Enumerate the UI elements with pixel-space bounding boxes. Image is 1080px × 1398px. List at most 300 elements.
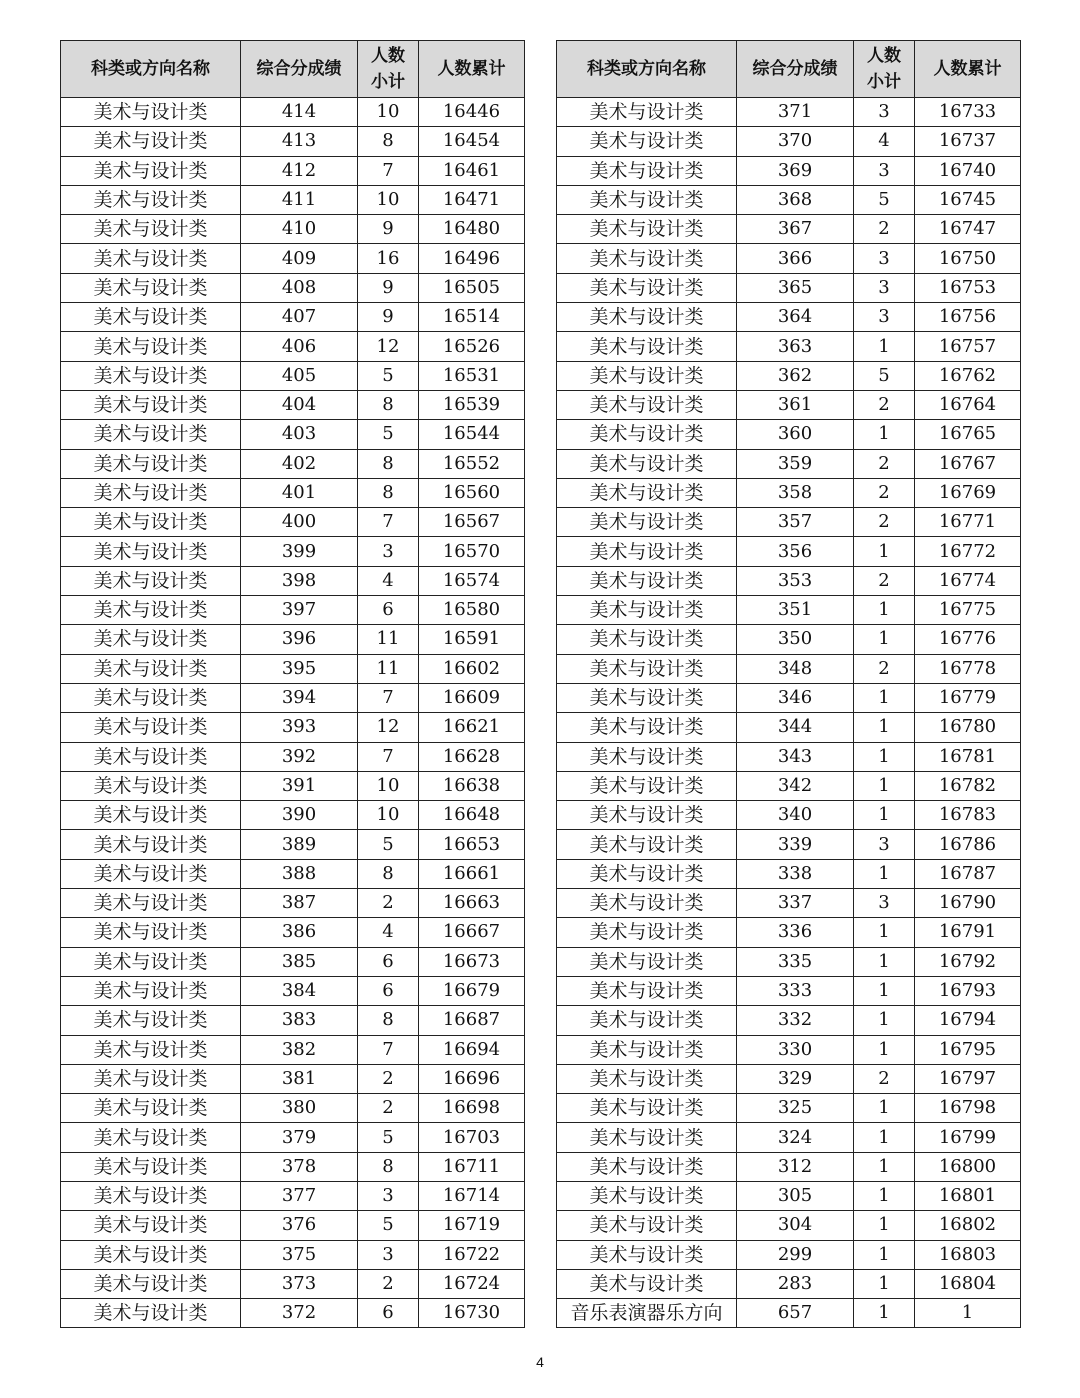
cell-subtotal: 2: [358, 1064, 419, 1093]
cell-subtotal: 1: [854, 1211, 915, 1240]
cell-score: 366: [737, 244, 854, 273]
cell-score: 409: [241, 244, 358, 273]
table-row: [61, 566, 525, 595]
cell-score: 402: [241, 449, 358, 478]
page-number: 4: [536, 1354, 544, 1370]
cell-name: 美术与设计类: [61, 449, 241, 478]
cell-name: 美术与设计类: [61, 1152, 241, 1181]
cell-subtotal: 1: [854, 742, 915, 771]
cell-score: 335: [737, 947, 854, 976]
cell-score: 412: [241, 156, 358, 185]
cell-cumulative: 16711: [419, 1152, 525, 1181]
cell-name: 美术与设计类: [61, 830, 241, 859]
cell-name: 音乐表演器乐方向: [557, 1299, 737, 1328]
cell-cumulative: 16446: [419, 98, 525, 127]
cell-score: 385: [241, 947, 358, 976]
cell-subtotal: 2: [854, 478, 915, 507]
table-row: [61, 332, 525, 361]
cell-name: 美术与设计类: [557, 742, 737, 771]
cell-subtotal: 4: [854, 127, 915, 156]
cell-subtotal: 1: [854, 947, 915, 976]
table-row: [557, 420, 1021, 449]
cell-score: 353: [737, 566, 854, 595]
cell-name: 美术与设计类: [61, 1299, 241, 1328]
table-row: [61, 273, 525, 302]
cell-name: 美术与设计类: [557, 683, 737, 712]
cell-name: 美术与设计类: [61, 713, 241, 742]
cell-cumulative: 16471: [419, 185, 525, 214]
cell-subtotal: 1: [854, 771, 915, 800]
header-subtotal: [358, 41, 419, 98]
table-row: [61, 1094, 525, 1123]
header-score: 综合分成绩: [241, 41, 358, 98]
cell-score: 401: [241, 478, 358, 507]
table-row: [557, 801, 1021, 830]
cell-name: 美术与设计类: [61, 596, 241, 625]
cell-subtotal: 4: [358, 566, 419, 595]
cell-name: 美术与设计类: [61, 859, 241, 888]
table-row: [557, 1240, 1021, 1269]
cell-cumulative: 16798: [915, 1094, 1021, 1123]
cell-name: 美术与设计类: [557, 1240, 737, 1269]
cell-cumulative: 16719: [419, 1211, 525, 1240]
score-table-left: [60, 40, 525, 1328]
cell-subtotal: 1: [854, 537, 915, 566]
table-row: [61, 683, 525, 712]
cell-subtotal: 1: [854, 1035, 915, 1064]
cell-cumulative: 16733: [915, 98, 1021, 127]
cell-name: 美术与设计类: [61, 742, 241, 771]
cell-subtotal: 3: [358, 1240, 419, 1269]
cell-cumulative: 16730: [419, 1299, 525, 1328]
cell-score: 360: [737, 420, 854, 449]
cell-name: 美术与设计类: [61, 1006, 241, 1035]
cell-subtotal: 16: [358, 244, 419, 273]
cell-name: 美术与设计类: [61, 1269, 241, 1298]
cell-cumulative: 16804: [915, 1269, 1021, 1298]
cell-subtotal: 1: [854, 1269, 915, 1298]
cell-name: 美术与设计类: [557, 478, 737, 507]
cell-cumulative: 16790: [915, 889, 1021, 918]
cell-subtotal: 1: [854, 596, 915, 625]
cell-score: 410: [241, 215, 358, 244]
cell-name: 美术与设计类: [61, 683, 241, 712]
cell-subtotal: 1: [854, 1240, 915, 1269]
cell-subtotal: 4: [358, 918, 419, 947]
cell-score: 342: [737, 771, 854, 800]
cell-score: 372: [241, 1299, 358, 1328]
cell-subtotal: 5: [358, 361, 419, 390]
table-row: [61, 976, 525, 1005]
table-row: [61, 654, 525, 683]
cell-cumulative: 16687: [419, 1006, 525, 1035]
cell-score: 373: [241, 1269, 358, 1298]
cell-name: 美术与设计类: [557, 537, 737, 566]
table-row: [557, 361, 1021, 390]
header-subtotal-line2: 小计: [371, 72, 405, 92]
cell-subtotal: 3: [358, 1181, 419, 1210]
cell-name: 美术与设计类: [557, 1123, 737, 1152]
table-row: [557, 332, 1021, 361]
cell-name: 美术与设计类: [61, 1123, 241, 1152]
header-subtotal: [854, 41, 915, 98]
cell-score: 348: [737, 654, 854, 683]
table-row: [61, 478, 525, 507]
table-row: [557, 478, 1021, 507]
cell-subtotal: 1: [854, 1181, 915, 1210]
table-row: [557, 859, 1021, 888]
cell-name: 美术与设计类: [557, 1181, 737, 1210]
cell-cumulative: 16802: [915, 1211, 1021, 1240]
cell-cumulative: 16679: [419, 976, 525, 1005]
table-body-left: [61, 98, 525, 1328]
cell-score: 398: [241, 566, 358, 595]
table-row: [61, 1123, 525, 1152]
header-name: 科类或方向名称: [557, 41, 737, 98]
cell-cumulative: 16514: [419, 303, 525, 332]
cell-cumulative: 16795: [915, 1035, 1021, 1064]
cell-name: 美术与设计类: [557, 361, 737, 390]
cell-score: 399: [241, 537, 358, 566]
cell-subtotal: 1: [854, 976, 915, 1005]
cell-subtotal: 2: [854, 566, 915, 595]
cell-name: 美术与设计类: [61, 654, 241, 683]
cell-subtotal: 11: [358, 625, 419, 654]
cell-cumulative: 16696: [419, 1064, 525, 1093]
cell-score: 325: [737, 1094, 854, 1123]
table-row: [61, 537, 525, 566]
cell-name: 美术与设计类: [557, 156, 737, 185]
cell-subtotal: 5: [358, 1211, 419, 1240]
table-row: [61, 508, 525, 537]
cell-subtotal: 8: [358, 390, 419, 419]
cell-score: 364: [737, 303, 854, 332]
cell-cumulative: 16776: [915, 625, 1021, 654]
cell-cumulative: 16780: [915, 713, 1021, 742]
table-row: [61, 98, 525, 127]
cell-cumulative: 16698: [419, 1094, 525, 1123]
cell-cumulative: 16765: [915, 420, 1021, 449]
table-row: [557, 918, 1021, 947]
cell-score: 333: [737, 976, 854, 1005]
table-row: [61, 1035, 525, 1064]
cell-cumulative: 16480: [419, 215, 525, 244]
cell-cumulative: 16799: [915, 1123, 1021, 1152]
cell-subtotal: 11: [358, 654, 419, 683]
cell-subtotal: 3: [854, 244, 915, 273]
cell-name: 美术与设计类: [557, 127, 737, 156]
cell-score: 359: [737, 449, 854, 478]
cell-cumulative: 16667: [419, 918, 525, 947]
cell-subtotal: 1: [854, 801, 915, 830]
table-row: [61, 889, 525, 918]
cell-name: 美术与设计类: [61, 976, 241, 1005]
cell-score: 382: [241, 1035, 358, 1064]
cell-subtotal: 8: [358, 478, 419, 507]
cell-cumulative: 16782: [915, 771, 1021, 800]
cell-name: 美术与设计类: [61, 625, 241, 654]
table-row: [61, 449, 525, 478]
table-row: [557, 947, 1021, 976]
cell-name: 美术与设计类: [557, 1064, 737, 1093]
cell-name: 美术与设计类: [557, 1152, 737, 1181]
cell-name: 美术与设计类: [557, 244, 737, 273]
cell-subtotal: 7: [358, 508, 419, 537]
cell-cumulative: 16787: [915, 859, 1021, 888]
cell-cumulative: 16531: [419, 361, 525, 390]
cell-cumulative: 16526: [419, 332, 525, 361]
cell-cumulative: 16724: [419, 1269, 525, 1298]
cell-subtotal: 2: [854, 654, 915, 683]
cell-score: 350: [737, 625, 854, 654]
cell-name: 美术与设计类: [557, 654, 737, 683]
cell-cumulative: 16722: [419, 1240, 525, 1269]
cell-subtotal: 1: [854, 625, 915, 654]
cell-subtotal: 7: [358, 742, 419, 771]
cell-subtotal: 2: [854, 1064, 915, 1093]
cell-score: 369: [737, 156, 854, 185]
cell-subtotal: 1: [854, 1006, 915, 1035]
cell-score: 332: [737, 1006, 854, 1035]
cell-score: 379: [241, 1123, 358, 1152]
table-row: [61, 1152, 525, 1181]
cell-name: 美术与设计类: [61, 273, 241, 302]
cell-subtotal: 5: [358, 830, 419, 859]
table-row: [61, 1240, 525, 1269]
header-score: 综合分成绩: [737, 41, 854, 98]
table-row: [557, 771, 1021, 800]
cell-subtotal: 8: [358, 449, 419, 478]
table-row: [557, 713, 1021, 742]
cell-cumulative: 16661: [419, 859, 525, 888]
cell-subtotal: 6: [358, 976, 419, 1005]
cell-name: 美术与设计类: [61, 1035, 241, 1064]
table-row: [61, 185, 525, 214]
cell-subtotal: 9: [358, 303, 419, 332]
cell-cumulative: 16756: [915, 303, 1021, 332]
cell-name: 美术与设计类: [557, 859, 737, 888]
cell-name: 美术与设计类: [557, 918, 737, 947]
table-row: [61, 215, 525, 244]
cell-cumulative: 1: [915, 1299, 1021, 1328]
cell-cumulative: 16567: [419, 508, 525, 537]
cell-score: 376: [241, 1211, 358, 1240]
cell-score: 338: [737, 859, 854, 888]
cell-score: 413: [241, 127, 358, 156]
table-row: [61, 420, 525, 449]
cell-cumulative: 16602: [419, 654, 525, 683]
table-row: [61, 918, 525, 947]
cell-name: 美术与设计类: [61, 98, 241, 127]
table-row: [557, 185, 1021, 214]
cell-cumulative: 16496: [419, 244, 525, 273]
table-row: [61, 303, 525, 332]
cell-name: 美术与设计类: [557, 449, 737, 478]
cell-score: 299: [737, 1240, 854, 1269]
table-row: [61, 1211, 525, 1240]
cell-name: 美术与设计类: [557, 713, 737, 742]
cell-cumulative: 16580: [419, 596, 525, 625]
cell-name: 美术与设计类: [557, 596, 737, 625]
cell-subtotal: 1: [854, 1094, 915, 1123]
cell-subtotal: 5: [358, 420, 419, 449]
table-row: [557, 1006, 1021, 1035]
cell-name: 美术与设计类: [61, 420, 241, 449]
table-row: [557, 889, 1021, 918]
table-row: [61, 127, 525, 156]
table-row: [557, 1269, 1021, 1298]
cell-score: 361: [737, 390, 854, 419]
cell-score: 339: [737, 830, 854, 859]
table-row: [557, 1064, 1021, 1093]
table-row: [61, 801, 525, 830]
cell-score: 404: [241, 390, 358, 419]
cell-score: 358: [737, 478, 854, 507]
cell-score: 405: [241, 361, 358, 390]
cell-name: 美术与设计类: [557, 215, 737, 244]
cell-name: 美术与设计类: [61, 771, 241, 800]
cell-score: 393: [241, 713, 358, 742]
cell-score: 388: [241, 859, 358, 888]
table-row: [557, 127, 1021, 156]
table-row: [557, 1094, 1021, 1123]
cell-name: 美术与设计类: [557, 1035, 737, 1064]
cell-subtotal: 7: [358, 683, 419, 712]
header-cumulative: 人数累计: [419, 41, 525, 98]
table-row: [557, 830, 1021, 859]
cell-cumulative: 16750: [915, 244, 1021, 273]
cell-subtotal: 10: [358, 98, 419, 127]
cell-cumulative: 16714: [419, 1181, 525, 1210]
cell-score: 387: [241, 889, 358, 918]
cell-name: 美术与设计类: [557, 303, 737, 332]
cell-subtotal: 2: [854, 449, 915, 478]
cell-name: 美术与设计类: [557, 889, 737, 918]
cell-name: 美术与设计类: [61, 478, 241, 507]
cell-score: 304: [737, 1211, 854, 1240]
cell-subtotal: 12: [358, 332, 419, 361]
cell-subtotal: 5: [358, 1123, 419, 1152]
cell-cumulative: 16737: [915, 127, 1021, 156]
table-row: [61, 156, 525, 185]
cell-score: 391: [241, 771, 358, 800]
cell-score: 336: [737, 918, 854, 947]
cell-cumulative: 16694: [419, 1035, 525, 1064]
cell-name: 美术与设计类: [557, 947, 737, 976]
cell-subtotal: 1: [854, 683, 915, 712]
cell-cumulative: 16767: [915, 449, 1021, 478]
header-name: 科类或方向名称: [61, 41, 241, 98]
cell-score: 371: [737, 98, 854, 127]
cell-cumulative: 16797: [915, 1064, 1021, 1093]
cell-cumulative: 16574: [419, 566, 525, 595]
cell-cumulative: 16552: [419, 449, 525, 478]
cell-name: 美术与设计类: [61, 566, 241, 595]
cell-subtotal: 1: [854, 918, 915, 947]
cell-score: 351: [737, 596, 854, 625]
table-row: [61, 947, 525, 976]
cell-score: 365: [737, 273, 854, 302]
table-row: [61, 713, 525, 742]
cell-score: 395: [241, 654, 358, 683]
cell-cumulative: 16621: [419, 713, 525, 742]
cell-score: 370: [737, 127, 854, 156]
cell-name: 美术与设计类: [61, 1240, 241, 1269]
cell-subtotal: 1: [854, 713, 915, 742]
cell-cumulative: 16779: [915, 683, 1021, 712]
header-subtotal-line1: 人数: [867, 46, 901, 66]
cell-name: 美术与设计类: [557, 98, 737, 127]
cell-score: 330: [737, 1035, 854, 1064]
cell-subtotal: 2: [854, 390, 915, 419]
cell-name: 美术与设计类: [557, 1269, 737, 1298]
cell-cumulative: 16570: [419, 537, 525, 566]
table-row: [557, 215, 1021, 244]
cell-name: 美术与设计类: [557, 566, 737, 595]
cell-score: 386: [241, 918, 358, 947]
cell-name: 美术与设计类: [557, 1006, 737, 1035]
cell-name: 美术与设计类: [61, 537, 241, 566]
cell-subtotal: 1: [854, 1299, 915, 1328]
cell-cumulative: 16703: [419, 1123, 525, 1152]
table-row: [557, 1035, 1021, 1064]
cell-name: 美术与设计类: [61, 508, 241, 537]
cell-name: 美术与设计类: [61, 1094, 241, 1123]
cell-name: 美术与设计类: [61, 1064, 241, 1093]
cell-score: 390: [241, 801, 358, 830]
cell-cumulative: 16591: [419, 625, 525, 654]
cell-cumulative: 16753: [915, 273, 1021, 302]
table-row: [61, 830, 525, 859]
cell-name: 美术与设计类: [61, 889, 241, 918]
cell-subtotal: 8: [358, 127, 419, 156]
table-row: [557, 625, 1021, 654]
cell-subtotal: 2: [358, 1269, 419, 1298]
cell-cumulative: 16793: [915, 976, 1021, 1005]
table-row: [557, 449, 1021, 478]
cell-name: 美术与设计类: [61, 947, 241, 976]
table-row: [557, 1299, 1021, 1328]
cell-score: 346: [737, 683, 854, 712]
cell-score: 368: [737, 185, 854, 214]
cell-subtotal: 2: [358, 1094, 419, 1123]
table-row: [61, 1006, 525, 1035]
cell-name: 美术与设计类: [61, 332, 241, 361]
cell-score: 411: [241, 185, 358, 214]
cell-score: 400: [241, 508, 358, 537]
cell-subtotal: 3: [854, 889, 915, 918]
cell-cumulative: 16801: [915, 1181, 1021, 1210]
cell-cumulative: 16769: [915, 478, 1021, 507]
table-row: [61, 771, 525, 800]
cell-subtotal: 6: [358, 947, 419, 976]
cell-name: 美术与设计类: [61, 215, 241, 244]
cell-score: 357: [737, 508, 854, 537]
table-row: [557, 156, 1021, 185]
cell-score: 312: [737, 1152, 854, 1181]
cell-cumulative: 16745: [915, 185, 1021, 214]
cell-score: 407: [241, 303, 358, 332]
table-row: [61, 244, 525, 273]
cell-score: 378: [241, 1152, 358, 1181]
cell-name: 美术与设计类: [61, 918, 241, 947]
cell-cumulative: 16774: [915, 566, 1021, 595]
cell-subtotal: 1: [854, 1152, 915, 1181]
cell-score: 375: [241, 1240, 358, 1269]
cell-name: 美术与设计类: [61, 127, 241, 156]
cell-name: 美术与设计类: [61, 361, 241, 390]
cell-score: 337: [737, 889, 854, 918]
